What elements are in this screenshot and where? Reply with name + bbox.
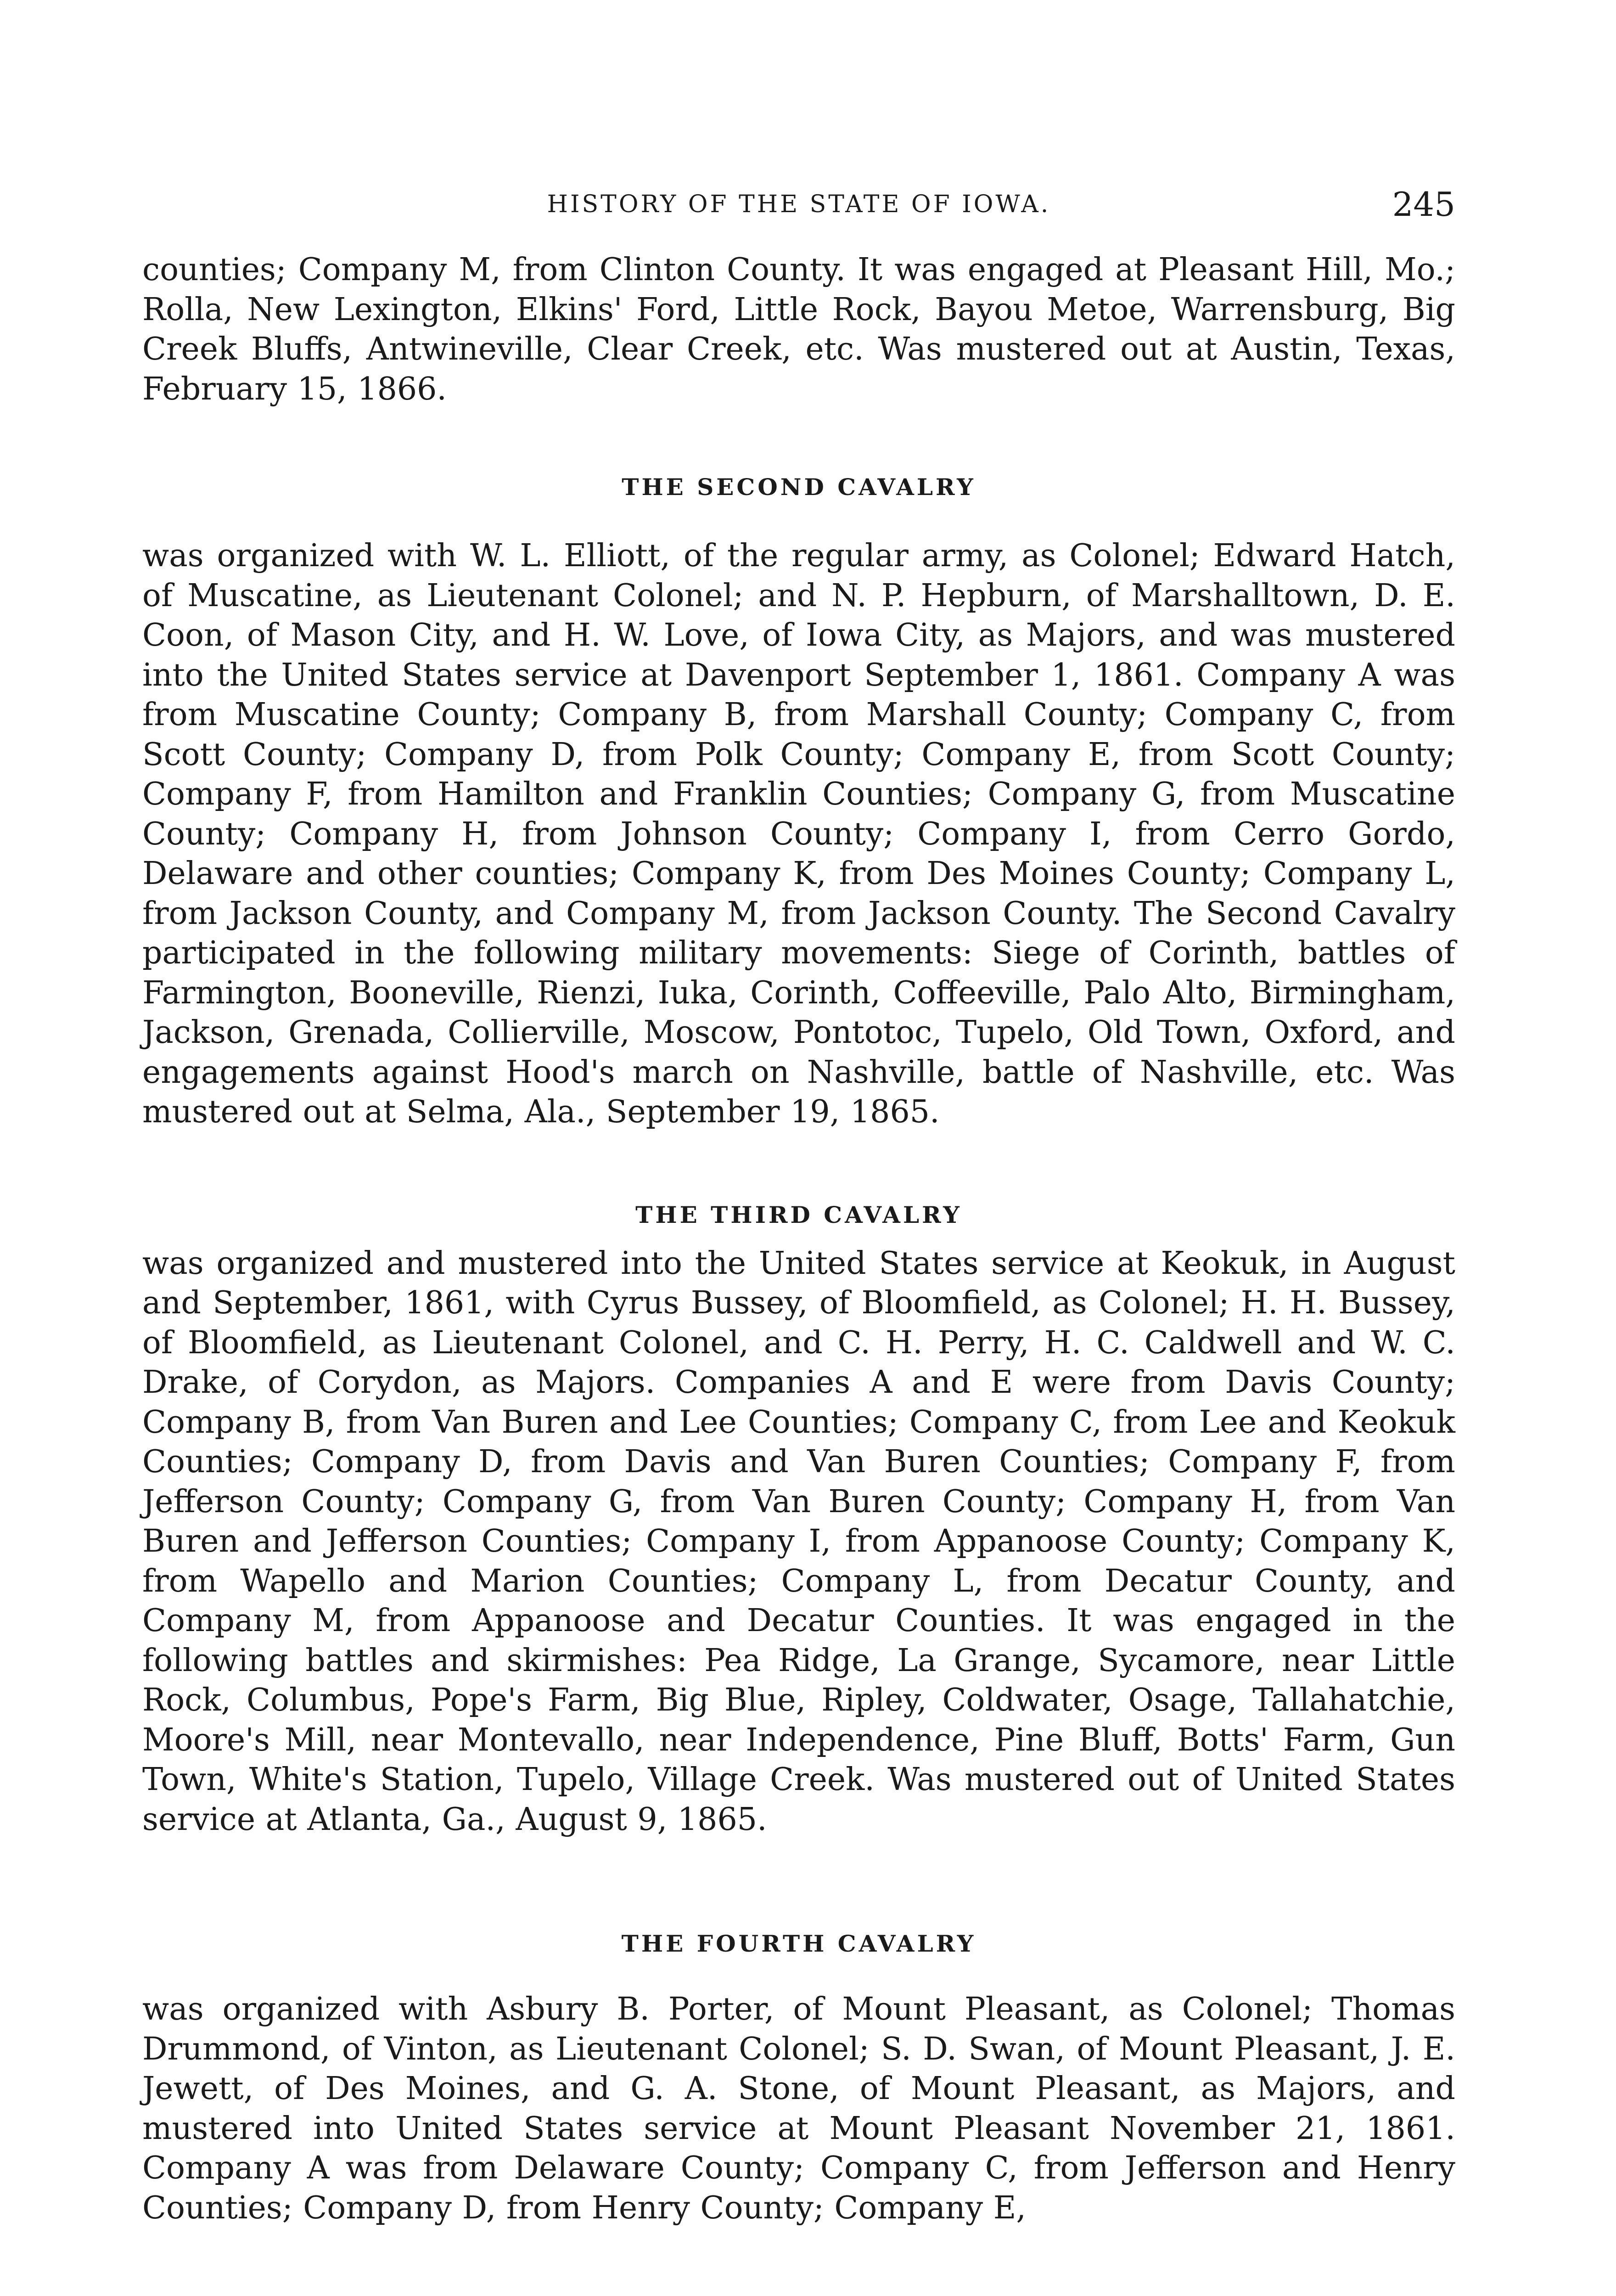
section-heading-third-cavalry: THE THIRD CAVALRY: [635, 1201, 962, 1228]
paragraph-third-cavalry: was organized and mustered into the United States service at Keokuk, in August and September, 1861, with Cyrus Bussey, of Bloomfield, as Colonel; H. H. Bussey, of Bloomfield, as Lieutenant Colonel, and C. H. Perry, H. C. Caldwell and W. C. Drake, of Corydon, as Majors. Companies A and E were from Davis County; Company B, from Van Buren and Lee Counties; Company C, from Lee and Keokuk Counties; Company D, from Davis and Van Buren Counties; Company F, from Jefferson County; Company G, from Van Buren County; Company H, from Van Buren and Jefferson Counties; Company I, from Appanoose County; Company K, from Wapello and Marion Counties; Company L, from Decatur County, and Company M, from Appanoose and Decatur Counties. It was engaged in the following battles and skirmishes: Pea Ridge, La Grange, Sycamore, near Little Rock, Columbus, Pope's Farm, Big Blue, Ripley, Coldwater, Osage, Tallahatchie, Moore's Mill, near Montevallo, near Independence, Pine Bluff, Botts' Farm, Gun Town, White's Station, Tupelo, Village Creek. Was mustered out of United States service at Atlanta, Ga., August 9, 1865.: [142, 1245, 1455, 1838]
paragraph-second-cavalry: was organized with W. L. Elliott, of the regular army, as Colonel; Edward Hatch, of Muscatine, as Lieutenant Colonel; and N. P. Hepburn, of Marshalltown, D. E. Coon, of Mason City, and H. W. Love, of Iowa City, as Majors, and was mustered into the United States service at Davenport September 1, 1861. Company A was from Muscatine County; Company B, from Marshall County; Company C, from Scott County; Company D, from Polk County; Company E, from Scott County; Company F, from Hamilton and Franklin Counties; Company G, from Muscatine County; Company H, from Johnson County; Company I, from Cerro Gordo, Delaware and other counties; Company K, from Des Moines County; Company L, from Jackson County, and Company M, from Jackson County. The Second Cavalry participated in the following military movements: Siege of Corinth, battles of Farmington, Booneville, Rienzi, Iuka, Corinth, Coffeeville, Palo Alto, Birmingham, Jackson, Grenada, Collierville, Moscow, Pontotoc, Tupelo, Old Town, Oxford, and engagements against Hood's march on Nashville, battle of Nashville, etc. Was mustered out at Selma, Ala., September 19, 1865.: [142, 538, 1455, 1130]
running-head: [142, 184, 1455, 225]
paragraph-fourth-cavalry: was organized with Asbury B. Porter, of Mount Pleasant, as Colonel; Thomas Drummond, of Vinton, as Lieutenant Colonel; S. D. Swan, of Mount Pleasant, J. E. Jewett, of Des Moines, and G. A. Stone, of Mount Pleasant, as Majors, and mustered into United States service at Mount Pleasant November 21, 1861. Company A was from Delaware County; Company C, from Jefferson and Henry Counties; Company D, from Henry County; Company E,: [142, 1991, 1455, 2226]
section-heading-fourth-cavalry: THE FOURTH CAVALRY: [621, 1930, 976, 1957]
running-title: HISTORY OF THE STATE OF IOWA.: [547, 191, 1051, 218]
intro-paragraph: counties; Company M, from Clinton County. It was engaged at Pleasant Hill, Mo.; Rolla, New Lexington, Elkins' Ford, Little Rock, Bayou Metoe, Warrensburg, Big Creek Bluffs, Antwineville, Clear Creek, etc. Was mustered out at Austin, Texas, February 15, 1866.: [142, 252, 1455, 407]
page-number: 245: [1392, 185, 1455, 224]
body-text: [142, 250, 1455, 2228]
section-heading-second-cavalry: THE SECOND CAVALRY: [622, 473, 976, 501]
